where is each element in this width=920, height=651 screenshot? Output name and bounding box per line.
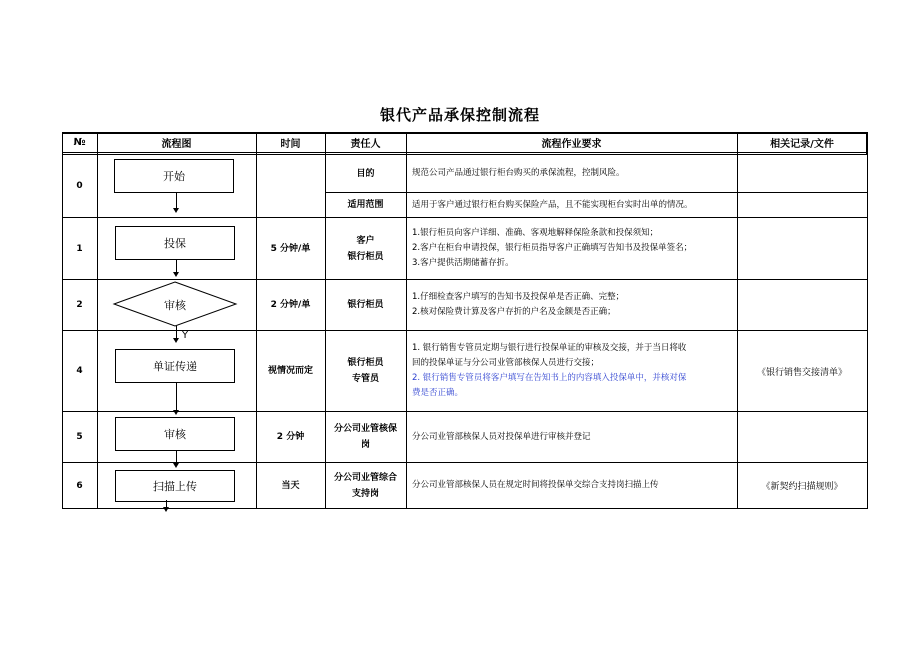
row6-doc: 《新契约扫描规则》	[761, 482, 843, 492]
yes-label: Y	[182, 330, 189, 341]
row0-purpose-text: 规范公司产品通过银行柜台购买的承保流程，控制风险。	[412, 168, 625, 178]
row2-time: 2 分钟/单	[270, 300, 311, 310]
row1-owner: 客户 银行柜员	[347, 235, 384, 262]
row2-requirements: 1.仔细检查客户填写的告知书及投保单是否正确、完整； 2.核对保险费计算及客户存折的户名及金额是否正确；	[412, 292, 625, 317]
col-border-1	[97, 132, 98, 509]
row0-number: 0	[76, 181, 83, 191]
flow-start-box: 开始	[114, 159, 234, 193]
flow-review-diamond-label: 审核	[164, 299, 186, 312]
flow-apply-box: 投保	[115, 226, 235, 260]
arrow-head	[173, 338, 179, 343]
row6-owner: 分公司业管综合 支持岗	[333, 472, 397, 499]
row0-scope-label: 适用范围	[347, 200, 384, 210]
row6-number: 6	[76, 480, 83, 491]
row0-scope-text: 适用于客户通过银行柜台购买保险产品，且不能实现柜台实时出单的情况。	[412, 199, 693, 210]
row2-owner: 银行柜员	[347, 300, 384, 310]
row4-owner: 银行柜员 专管员	[347, 358, 384, 384]
col-border-4	[406, 132, 407, 509]
col-border-right	[867, 154, 868, 509]
col-border-5	[737, 132, 738, 509]
row4-time: 视情况而定	[267, 366, 313, 376]
row1-time: 5 分钟/单	[270, 243, 311, 254]
header-no: №	[73, 137, 86, 148]
page-title: 银代产品承保控制流程	[379, 106, 540, 124]
arrow-head	[163, 507, 169, 512]
row1-number: 1	[76, 243, 83, 254]
header-docs: 相关记录/文件	[770, 139, 834, 150]
arrow-transfer-to-audit	[176, 383, 177, 411]
row5-number: 5	[76, 432, 83, 442]
row5-requirements: 分公司业管部核保人员对投保单进行审核并登记	[412, 431, 591, 442]
header-time: 时间	[280, 139, 301, 150]
arrow-start-to-apply	[176, 193, 177, 209]
header-owner: 责任人	[350, 139, 381, 150]
header-flow: 流程图	[161, 139, 192, 150]
row5-owner: 分公司业管核保 岗	[333, 424, 397, 450]
header-requirements: 流程作业要求	[541, 139, 602, 150]
table-bottom-border	[62, 508, 868, 509]
header-bottom-border	[62, 152, 868, 153]
arrow-head	[173, 208, 179, 213]
row4-number: 4	[76, 366, 83, 376]
row4-requirements: 1. 银行销售专管员定期与银行进行投保单证的审核及交接，并于当日将收 回的投保单证与分公司业管部核保人员进行交接； 2. 银行销售专管员将客户填写在告知书上的内容填入投保单中，并核对保 费是否正确。	[412, 343, 687, 398]
arrow-head	[173, 463, 179, 468]
arrow-head	[173, 272, 179, 277]
row1-requirements: 1.银行柜员向客户详细、准确、客观地解释保险条款和投保须知； 2.客户在柜台申请投保，银行柜员指导客户正确填写告知书及投保单签名； 3.客户提供活期储蓄存折。	[412, 228, 693, 268]
row0-purpose-label: 目的	[356, 168, 375, 179]
arrow-head	[173, 410, 179, 415]
row5-time: 2 分钟	[276, 432, 305, 442]
flow-scan-box: 扫描上传	[115, 470, 235, 502]
row6-time: 当天	[281, 480, 300, 491]
row6-requirements: 分公司业管部核保人员在规定时间将投保单交综合支持岗扫描上传	[412, 480, 659, 490]
flow-transfer-box: 单证传递	[115, 349, 235, 383]
row4-doc: 《银行销售交接清单》	[756, 367, 847, 378]
row2-number: 2	[76, 300, 83, 310]
flow-audit-box: 审核	[115, 417, 235, 451]
